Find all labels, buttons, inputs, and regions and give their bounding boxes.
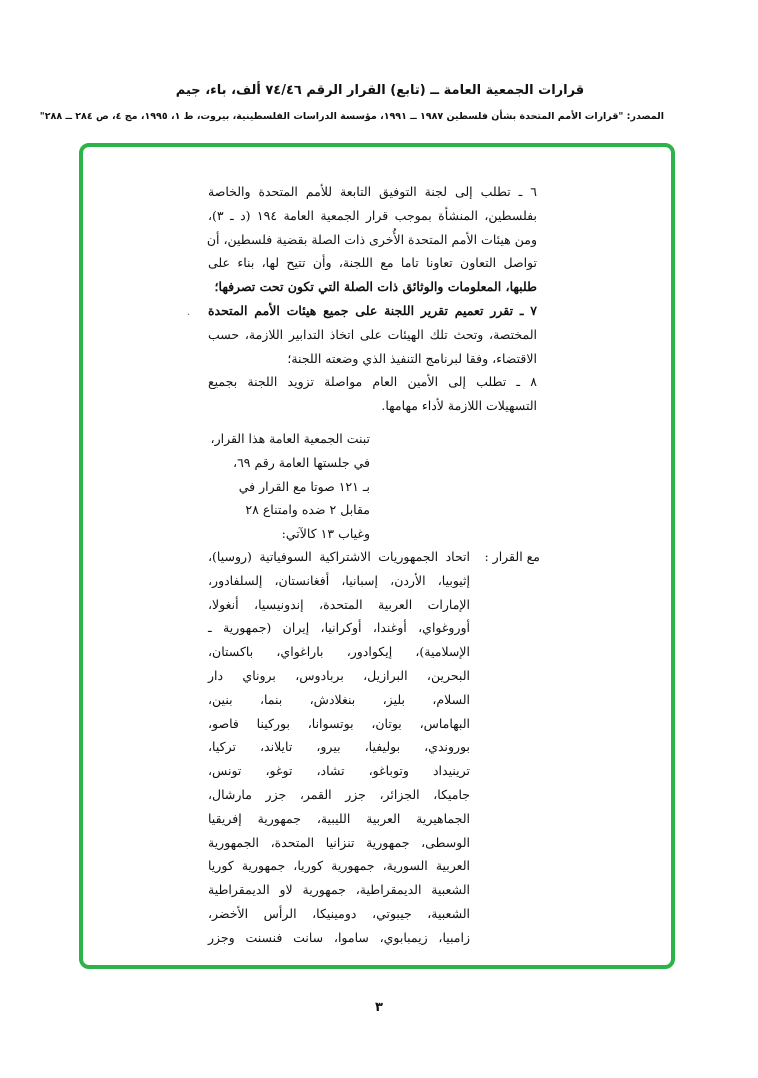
- votes-in-favor-list: [208, 545, 470, 950]
- text-line: الإمارات العربية المتحدة، إندونيسيا، أنغولا،: [208, 596, 470, 612]
- paragraph-6: [208, 180, 537, 299]
- text-line: تبنت الجمعية العامة هذا القرار،: [210, 431, 370, 446]
- text-line: ٦ ـ تطلب إلى لجنة التوفيق التابعة للأمم المتحدة والخاصة: [208, 184, 537, 199]
- text-line: السلام، بليز، بنغلادش، بنما، بنين،: [208, 691, 470, 707]
- text-line: الشعبية الديمقراطية، جمهورية لاو الديمقراطية: [208, 882, 470, 898]
- paragraph-7: [208, 299, 537, 370]
- text-line: بـ ١٢١ صوتا مع القرار في: [238, 478, 370, 494]
- text-line: ومن هيئات الأمم المتحدة الأُخرى ذات الصلة بقضية فلسطين، أن: [206, 231, 537, 247]
- document-title: قرارات الجمعية العامة ــ (تابع) القرار الرقم ٧٤/٤٦ ألف، باء، جيم: [175, 83, 585, 98]
- text-line: الوسطى، جمهورية تنزانيا المتحدة، الجمهورية: [208, 834, 470, 850]
- adoption-statement: [210, 427, 370, 546]
- margin-mark: ·: [187, 310, 191, 321]
- source-citation: المصدر: "قرارات الأمم المتحدة بشأن فلسطين ١٩٨٧ ــ ١٩٩١، مؤسسة الدراسات الفلسطينية، بيروت، ط ١، ١٩٩٥، مج ٤، ص ٢٨٤ ــ ٢٨٨": [39, 111, 664, 122]
- text-line: الإسلامية)، إيكوادور، باراغواي، باكستان،: [208, 644, 470, 660]
- text-line: المختصة، وتحث تلك الهيئات على اتخاذ التدابير اللازمة، حسب: [208, 326, 537, 342]
- votes-in-favor-label: مع القرار :: [484, 549, 540, 564]
- text-line: في جلستها العامة رقم ٦٩،: [233, 454, 370, 470]
- text-line: البهاماس، بوتان، بوتسوانا، بوركينا فاصو،: [208, 715, 470, 731]
- text-line: البحرين، البرازيل، بربادوس، بروناي دار: [208, 667, 470, 683]
- text-line: تواصل التعاون تعاونا تاما مع اللجنة، وأن تتيح لها، بناء على: [208, 255, 537, 271]
- text-line: الشعبية، جيبوتي، دومينيكا، الرأس الأخضر،: [208, 905, 470, 921]
- text-line: طلبها، المعلومات والوثائق ذات الصلة التي تكون تحت تصرفها؛: [214, 279, 537, 295]
- text-line: التسهيلات اللازمة لأداء مهامها.: [381, 398, 537, 414]
- text-line: بفلسطين، المنشأة بموجب قرار الجمعية العامة ١٩٤ (د ـ ٣)،: [208, 207, 537, 223]
- text-line: الجماهيرية العربية الليبية، جمهورية إفريقيا: [208, 810, 470, 826]
- text-line: ٨ ـ تطلب إلى الأمين العام مواصلة تزويد اللجنة بجميع: [208, 374, 537, 390]
- text-line: الاقتضاء، وفقا لبرنامج التنفيذ الذي وضعته اللجنة؛: [287, 350, 537, 366]
- page-number: ٣: [375, 1000, 383, 1015]
- text-line: وغياب ١٣ كالآتي:: [281, 526, 370, 542]
- text-line: جاميكا، الجزائر، جزر القمر، جزر مارشال،: [208, 786, 470, 802]
- text-line: العربية السورية، جمهورية كوريا، جمهورية كوريا: [208, 858, 470, 874]
- text-line: إثيوبيا، الأردن، إسبانيا، أفغانستان، إلسلفادور،: [208, 572, 470, 588]
- resolution-body: [208, 180, 537, 418]
- paragraph-8: [208, 370, 537, 418]
- text-line: مقابل ٢ ضده وامتناع ٢٨: [245, 502, 370, 518]
- text-line: بوروندي، بوليفيا، بيرو، تايلاند، تركيا،: [208, 739, 470, 755]
- text-line: أوروغواي، أوغندا، أوكرانيا، إيران (جمهورية ـ: [208, 620, 470, 636]
- text-line: ترينيداد وتوباغو، تشاد، توغو، تونس،: [208, 763, 470, 779]
- text-line: اتحاد الجمهوريات الاشتراكية السوفياتية (روسيا)،: [208, 549, 470, 564]
- text-line: زامبيا، زيمبابوي، ساموا، سانت فنسنت وجزر: [208, 929, 470, 945]
- text-line: ٧ ـ تقرر تعميم تقرير اللجنة على جميع هيئات الأمم المتحدة: [208, 302, 537, 318]
